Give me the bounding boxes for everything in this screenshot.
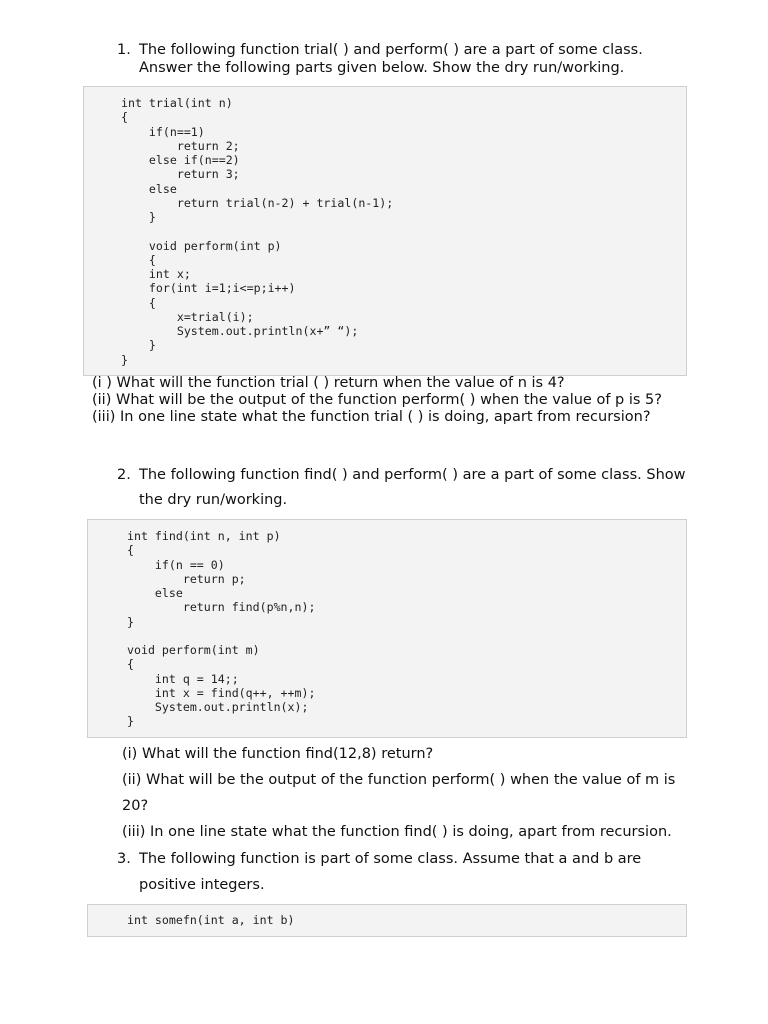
code-block bbox=[83, 86, 687, 376]
code-block bbox=[87, 904, 687, 937]
sub-question: (i) What will the function find(12,8) return? bbox=[122, 746, 434, 762]
code-listing: int somefn(int a, int b) bbox=[127, 913, 295, 927]
sub-question: (i ) What will the function trial ( ) return when the value of n is 4? bbox=[92, 375, 565, 391]
sub-question: (iii) In one line state what the function find( ) is doing, apart from recursion. bbox=[122, 824, 672, 840]
code-listing: int trial(int n) { if(n==1) return 2; else if(n==2) return 3; else return trial(n-2) + trial(n-1); } void perform(int p) { int x; for(int i=1;i<=p;i++) { x=trial(i); System.out.println(x+” “); } } bbox=[121, 96, 394, 367]
sub-question: (ii) What will be the output of the function perform( ) when the value of m is bbox=[122, 772, 676, 788]
question-text: The following function find( ) and perform( ) are a part of some class. Show bbox=[139, 467, 686, 483]
code-block bbox=[87, 519, 687, 738]
sub-question: (ii) What will be the output of the function perform( ) when the value of p is 5? bbox=[92, 392, 662, 408]
code-listing: int find(int n, int p) { if(n == 0) return p; else return find(p%n,n); } void perform(int m) { int q = 14;; int x = find(q++, ++m); System.out.println(x); } bbox=[127, 529, 316, 729]
question-number: 2. bbox=[117, 467, 131, 483]
question-text: The following function trial( ) and perform( ) are a part of some class. bbox=[139, 42, 643, 58]
question-text: the dry run/working. bbox=[139, 492, 288, 508]
sub-question: 20? bbox=[122, 798, 149, 814]
question-text: The following function is part of some class. Assume that a and b are bbox=[139, 851, 642, 867]
question-number: 1. bbox=[117, 42, 131, 58]
question-text: Answer the following parts given below. Show the dry run/working. bbox=[139, 60, 625, 76]
sub-question: (iii) In one line state what the function trial ( ) is doing, apart from recursion? bbox=[92, 409, 651, 425]
question-number: 3. bbox=[117, 851, 131, 867]
question-text: positive integers. bbox=[139, 877, 265, 893]
